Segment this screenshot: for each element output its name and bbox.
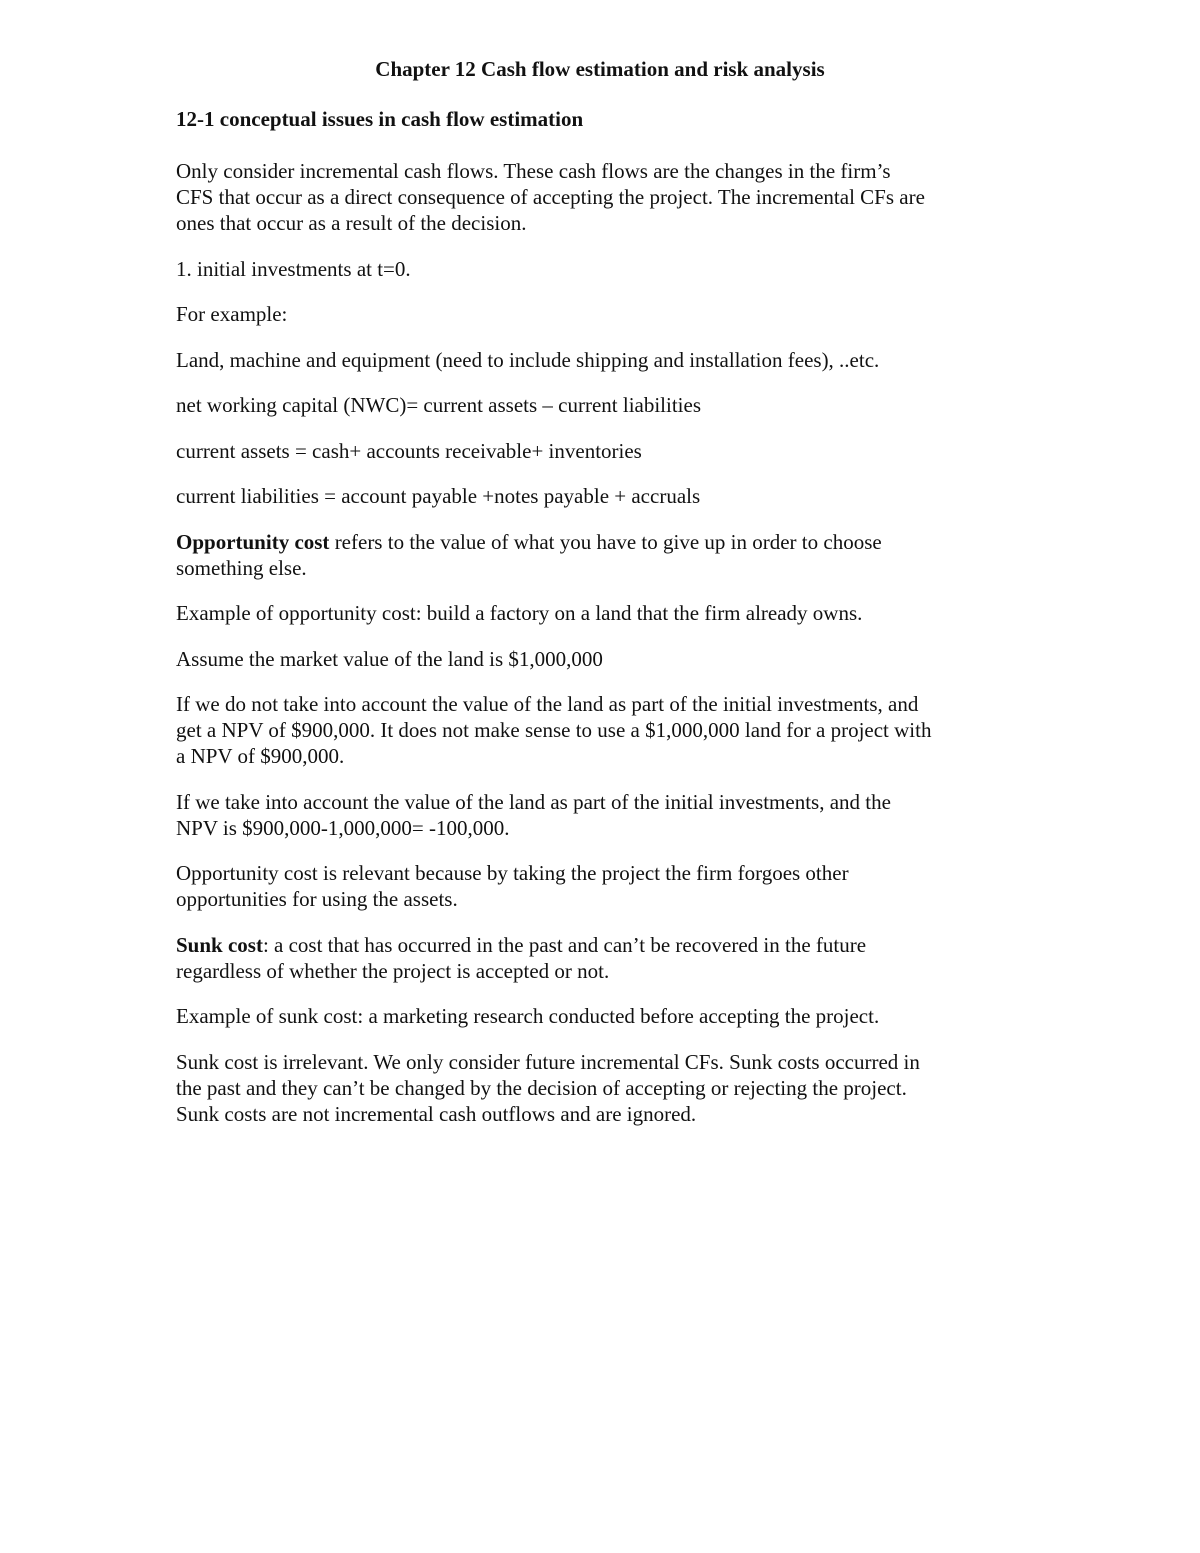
text-line: ones that occur as a result of the decision. [176,211,527,235]
paragraph-nwc: net working capital (NWC)= current assets – current liabilities [176,393,702,417]
text-line: Opportunity cost is relevant because by taking the project the firm forgoes other [176,861,849,885]
term-opportunity-cost: Opportunity cost [176,529,330,554]
document-page [176,56,1036,1146]
paragraph-opportunity-cost-definition [176,529,1036,581]
paragraph-sunk-cost-example: Example of sunk cost: a marketing research conducted before accepting the project. [176,1004,880,1028]
paragraph-sunk-cost-irrelevant [176,1049,1036,1127]
text-line: NPV is $900,000-1,000,000= -100,000. [176,815,510,840]
text-line: If we take into account the value of the land as part of the initial investments, and the [176,789,891,814]
text-line: CFS that occur as a direct consequence of accepting the project. The incremental CFs are [176,185,925,209]
text-line [176,932,1036,958]
text-line [176,529,1036,555]
term-sunk-cost: Sunk cost [176,932,263,957]
paragraph-initial-investments: 1. initial investments at t=0. [176,256,411,281]
page-title: Chapter 12 Cash flow estimation and risk analysis [375,57,825,81]
paragraph-for-example: For example: [176,302,288,326]
paragraph-opportunity-cost-example: Example of opportunity cost: build a factory on a land that the firm already owns. [176,601,863,625]
text-line: Sunk costs are not incremental cash outflows and are ignored. [176,1101,697,1126]
text-run: : a cost that has occurred in the past and can’t be recovered in the future [262,932,867,957]
paragraph-npv-with-land [176,789,1036,841]
paragraph-current-liabilities: current liabilities = account payable +notes payable + accruals [176,484,701,508]
paragraph-land-value: Assume the market value of the land is $1,000,000 [176,646,603,671]
section-heading: 12-1 conceptual issues in cash flow estimation [176,107,584,131]
text-line: get a NPV of $900,000. It does not make sense to use a $1,000,000 land for a project with [176,718,932,742]
text-line: the past and they can’t be changed by the decision of accepting or rejecting the project. [176,1075,907,1100]
text-line: Sunk cost is irrelevant. We only consider future incremental CFs. Sunk costs occurred in [176,1049,920,1074]
paragraph-incremental-cash-flows [176,158,1036,236]
text-line: regardless of whether the project is accepted or not. [176,958,610,983]
text-run: refers to the value of what you have to give up in order to choose [329,529,882,554]
paragraph-sunk-cost-definition [176,932,1036,984]
text-line: a NPV of $900,000. [176,744,345,768]
text-line: opportunities for using the assets. [176,887,458,911]
text-line: If we do not take into account the value of the land as part of the initial investments, and [176,692,919,716]
paragraph-opportunity-cost-relevant [176,860,1036,912]
text-line: something else. [176,555,307,580]
paragraph-land-machine: Land, machine and equipment (need to include shipping and installation fees), ..etc. [176,347,880,372]
text-line: Only consider incremental cash flows. These cash flows are the changes in the firm’s [176,159,891,183]
paragraph-npv-without-land [176,691,1036,769]
paragraph-current-assets: current assets = cash+ accounts receivable+ inventories [176,438,642,463]
